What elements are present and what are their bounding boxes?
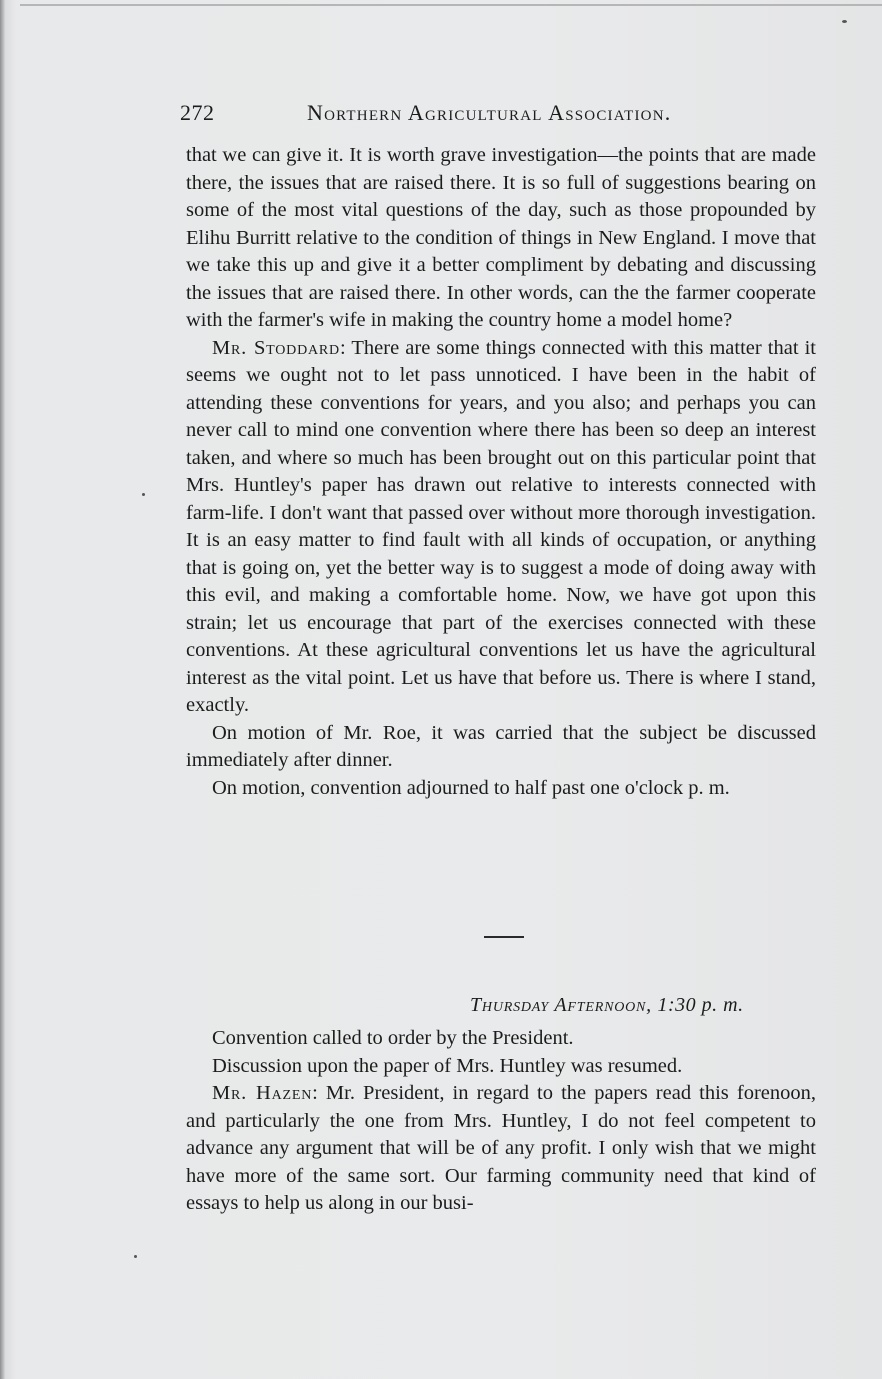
discussion-resumed-paragraph: Discussion upon the paper of Mrs. Huntley was resumed. <box>212 1054 683 1077</box>
session-heading <box>470 994 744 1017</box>
hazen-paragraph: Mr. Hazen: Mr. President, in regard to the papers read this forenoon, and particularly the one from Mrs. Huntley, I do not feel competent to advance any argument that will be of any profit. I only wish that we might have more of the same sort. Our farming community need that kind of essays to help us along in our busi- <box>186 1082 816 1214</box>
top-edge-line <box>20 4 882 6</box>
called-to-order-paragraph: Convention called to order by the President. <box>212 1027 574 1049</box>
page-binding-edge <box>0 0 5 1379</box>
stoddard-text: There are some things connected with this matter that it seems we ought not to let pass unnoticed. I have been in the habit of attending these conventions for years, and you also; and perhaps you can never call to mind one convention where there has been so deep an interest taken, and where so much has been brought out on this particular point that Mrs. Huntley's paper has drawn out relative to interests connected with farm-life. I don't want that passed over without more thorough investigation. It is an easy matter to find fault with all kinds of occupation, or anything that is going on, yet the better way is to suggest a mode of doing away with this evil, and making a comfortable home. Now, we have got upon this strain; let us encourage that part of the exercises connected with these conventions. At these agricultural conventions let us have the agricultural interest as the vital point. Let us have that before us. There is where I stand, exactly. <box>186 336 816 716</box>
motion-adjourn-paragraph: On motion, convention adjourned to half past one o'clock p. m. <box>212 776 730 799</box>
page-header <box>180 100 820 130</box>
speaker-hazen: Mr. Hazen <box>212 1082 313 1104</box>
page-number: 272 <box>180 100 215 125</box>
upper-text-block <box>186 142 816 802</box>
hazen-text: Mr. President, in regard to the papers read this forenoon, and particularly the one from Mrs. Huntley, I do not feel competent to advance any argument that will be of any profit. I only wish that we might have more of the same sort. Our farming community need that kind of essays to help us along in our busi- <box>186 1082 816 1214</box>
lower-text-block <box>186 1025 816 1218</box>
ink-speck <box>142 493 145 496</box>
session-day: Thursday Afternoon, <box>470 994 652 1016</box>
continued-paragraph: that we can give it. It is worth grave investigation––the points that are made there, the issues that are raised there. It is so full of suggestions bearing on some of the most vital questions of the day, such as those propounded by Elihu Burritt relative to the condition of things in New England. I move that we take this up and give it a better compliment by debating and discussing the issues that are raised there. In other words, can the the farmer cooperate with the farmer's wife in making the country home a model home? <box>186 144 816 331</box>
section-divider <box>484 936 524 938</box>
running-title: Northern Agricultural Association. <box>307 100 672 125</box>
ink-speck <box>134 1255 137 1258</box>
motion-roe-paragraph: On motion of Mr. Roe, it was carried that the subject be discussed immediately after dinner. <box>186 721 816 771</box>
session-time: 1:30 p. m. <box>657 994 744 1016</box>
ink-speck <box>842 20 847 23</box>
stoddard-paragraph: Mr. Stoddard: There are some things connected with this matter that it seems we ought not to let pass unnoticed. I have been in the habit of attending these conventions for years, and you also; and perhaps you can never call to mind one convention where there has been so deep an interest taken, and where so much has been brought out on this particular point that Mrs. Huntley's paper has drawn out relative to interests connected with farm-life. I don't want that passed over without more thorough investigation. It is an easy matter to find fault with all kinds of occupation, or anything that is going on, yet the better way is to suggest a mode of doing away with this evil, and making a comfortable home. Now, we have got upon this strain; let us encourage that part of the exercises connected with these conventions. At these agricultural conventions let us have the agricultural interest as the vital point. Let us have that before us. There is where I stand, exactly. <box>186 336 816 716</box>
speaker-stoddard: Mr. Stoddard <box>212 336 340 359</box>
